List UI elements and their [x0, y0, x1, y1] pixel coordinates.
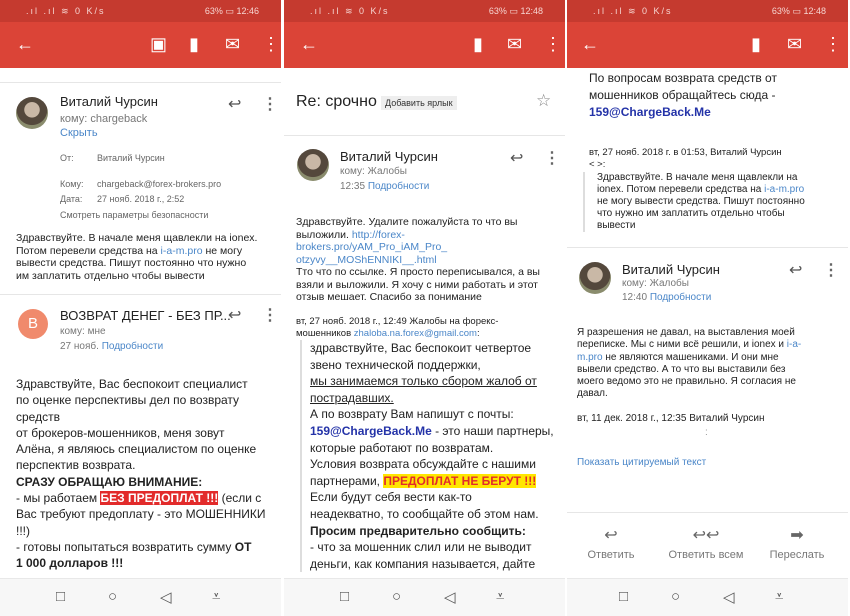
details-link[interactable]: Подробности	[101, 341, 164, 352]
text-segment: (если с	[218, 491, 262, 506]
battery-level: 63%	[204, 6, 223, 16]
emphasized-text: ПРЕДОПЛАТ НЕ БЕРУТ !!!	[383, 473, 537, 488]
text-line	[310, 456, 554, 473]
text-line	[589, 70, 777, 87]
recents-icon[interactable]: □	[619, 588, 629, 605]
text-segment: Здравствуйте. Удалите пожалуйста то что вы	[296, 216, 518, 228]
text-segment: по оценке перспективы дел по возврату	[16, 393, 240, 408]
text-line	[577, 388, 801, 400]
recents-icon[interactable]: □	[340, 588, 350, 605]
details-link[interactable]: Подробности	[367, 181, 430, 192]
text-segment: не могу вывести средства. Пишут постоянно	[597, 196, 805, 207]
phone-screen-1	[0, 0, 281, 616]
text-segment: ionex. Потом перевели средства на	[597, 184, 765, 195]
text-line	[310, 539, 554, 556]
text-line	[597, 172, 805, 184]
recipient: кому: Жалобы	[622, 278, 689, 289]
more-vert-icon[interactable]: ⋮	[262, 96, 278, 113]
text-line	[577, 376, 801, 388]
text-segment: Я разрешения не давал, на выставления моей	[577, 327, 795, 338]
mail-icon[interactable]: ✉	[225, 34, 241, 54]
text-line	[310, 440, 554, 457]
signal-icons: ⁠.ıl .ıl ≋ 0 K/s	[26, 6, 106, 16]
message-time: 12:40	[622, 292, 648, 303]
emphasized-text: мы занимаемся только сбором жалоб от	[310, 374, 537, 389]
text-segment: :	[476, 327, 480, 339]
quote-header	[296, 316, 498, 339]
text-segment: не могу	[202, 244, 243, 257]
text-line	[296, 328, 498, 340]
back-icon[interactable]: ◁	[723, 589, 735, 606]
text-segment: Если будут себя вести как-то	[310, 490, 472, 505]
message-body	[296, 216, 540, 304]
nav-bar	[567, 578, 848, 616]
date-value: 27 нояб. 2018 г., 2:52	[97, 194, 185, 204]
text-line	[310, 340, 554, 357]
text-segment: моего ведомо это не правильно. Я согласия не	[577, 376, 796, 388]
sender-name: Виталий Чурсин	[340, 149, 438, 164]
text-line	[296, 229, 540, 242]
link[interactable]: i-a-m.pro	[764, 184, 805, 195]
quoted-text	[583, 172, 805, 232]
text-line	[589, 159, 782, 171]
text-line	[310, 423, 554, 440]
link[interactable]: i-a-	[786, 339, 802, 351]
reply-icon[interactable]: ↩	[789, 262, 803, 279]
text-line	[296, 291, 540, 304]
text-line	[310, 506, 554, 523]
notifications-icon[interactable]: ⩡	[212, 588, 221, 605]
quote-date-line: вт, 11 дек. 2018 г., 12:35 Виталий Чурсин	[577, 413, 765, 424]
clock: 12:48	[803, 6, 826, 16]
emphasized-text: ОТ	[234, 539, 252, 554]
toolbar	[284, 22, 565, 68]
text-segment: Здравствуйте, Вас беспокоит специалист	[16, 377, 248, 391]
text-line	[296, 254, 540, 267]
star-icon[interactable]: ☆	[536, 91, 552, 110]
recents-icon[interactable]: □	[56, 588, 66, 605]
quoted-text	[300, 340, 554, 572]
text-segment: взяли и выложили. Я хочу с ними работать и этот	[296, 278, 538, 291]
battery-level: 63%	[488, 6, 507, 16]
text-line	[16, 409, 266, 425]
status-bar	[567, 0, 848, 22]
text-line	[16, 376, 266, 392]
text-segment: выложили.	[296, 228, 352, 241]
trash-icon[interactable]: ▮	[189, 34, 199, 54]
reply-icon[interactable]: ↩	[510, 150, 524, 167]
reply-all-icon: ↩↩	[692, 527, 720, 544]
notifications-icon[interactable]: ⩡	[775, 588, 784, 605]
back-arrow-icon[interactable]: ←	[581, 34, 599, 54]
to-label: Кому:	[60, 179, 84, 189]
mail-icon[interactable]: ✉	[787, 34, 803, 54]
text-line	[296, 316, 498, 328]
text-line	[296, 266, 540, 279]
battery-level: 63%	[771, 6, 790, 16]
text-line	[577, 364, 801, 376]
battery-icon: ▭	[792, 6, 801, 16]
text-line	[16, 457, 266, 473]
archive-icon[interactable]: ▣	[150, 34, 168, 54]
text-segment: вывели средство. А то что вы выставили без	[577, 363, 786, 375]
text-line	[310, 373, 554, 390]
forward-label: Переслать	[769, 549, 825, 561]
back-icon[interactable]: ◁	[444, 589, 456, 606]
text-line	[16, 490, 266, 506]
more-vert-icon[interactable]: ⋮	[262, 34, 280, 54]
avatar	[16, 97, 48, 129]
notifications-icon[interactable]: ⩡	[496, 588, 505, 605]
trash-icon[interactable]: ▮	[473, 34, 483, 54]
text-segment: отзыв мешает. Спасибо за понимание	[296, 291, 482, 303]
text-line	[589, 147, 782, 159]
text-line	[310, 390, 554, 407]
home-icon[interactable]: ○	[108, 588, 118, 605]
link[interactable]: brokers.pro/yAM_Pro_iAM_Pro_	[296, 241, 448, 253]
link[interactable]: m.pro	[577, 351, 603, 363]
ellipsis-toggle[interactable]: :	[705, 427, 708, 438]
text-segment: звено технической поддержки,	[310, 357, 481, 372]
back-arrow-icon[interactable]: ←	[16, 34, 34, 54]
nav-bar	[284, 578, 565, 616]
more-vert-icon[interactable]: ⋮	[544, 34, 562, 54]
text-segment: мошенников	[296, 327, 354, 339]
message-date: 27 нояб.	[60, 341, 99, 352]
text-segment: - что за мошенник слил или не выводит	[310, 540, 532, 555]
text-line	[577, 352, 801, 364]
date-label: Дата:	[60, 194, 83, 204]
text-segment: Вас требуют предоплату - это МОШЕННИКИ	[16, 507, 266, 522]
text-segment: от брокеров-мошенников, меня зовут	[16, 425, 225, 440]
add-label-button[interactable]: Добавить ярлык	[381, 96, 457, 110]
link[interactable]: http://forex-	[351, 228, 405, 241]
text-segment: - это наши партнеры,	[431, 423, 554, 438]
text-line	[16, 555, 266, 571]
sender-name: ВОЗВРАТ ДЕНЕГ - БЕЗ ПР...	[60, 308, 231, 323]
text-segment: которые работают по возвратам.	[310, 440, 494, 455]
to-value[interactable]: chargeback@forex-brokers.pro	[97, 179, 222, 189]
signal-icons: .ıl .ıl ≋ 0 K/s	[310, 6, 390, 16]
more-vert-icon[interactable]: ⋮	[823, 262, 839, 279]
text-line	[310, 406, 554, 423]
text-segment: - готовы попытаться возвратить сумму	[16, 539, 235, 554]
quoted-text	[589, 70, 777, 121]
text-segment: мошенников обращайтесь сюда -	[589, 88, 776, 102]
text-segment: партнерами,	[310, 473, 384, 488]
link[interactable]: zhaloba.na.forex@gmail.com	[353, 327, 477, 339]
text-line	[597, 208, 805, 220]
text-line	[16, 257, 257, 270]
text-segment: деньги, как компания называется, дайте	[310, 556, 536, 571]
home-icon[interactable]: ○	[671, 588, 681, 605]
text-segment: переписке. Мы с ними всё решили, и ionex и	[577, 339, 787, 351]
sender-name: Виталий Чурсин	[622, 262, 720, 277]
text-segment: средств	[16, 409, 60, 424]
from-value: Виталий Чурсин	[97, 153, 165, 163]
text-segment: Условия возврата обсуждайте с нашими	[310, 457, 536, 472]
mail-icon[interactable]: ✉	[507, 34, 523, 54]
emphasized-text: 1 000 долларов !!!	[16, 556, 124, 571]
text-line	[296, 279, 540, 292]
text-line	[16, 506, 266, 522]
more-vert-icon[interactable]: ⋮	[544, 150, 560, 167]
text-line	[577, 339, 801, 351]
text-segment: им заплатить отдельно чтобы вывести	[16, 269, 205, 282]
message-body	[16, 376, 266, 572]
text-line	[296, 216, 540, 229]
text-line	[310, 556, 554, 573]
text-segment: Алёна, я являюсь специалистом по оценке	[16, 442, 257, 457]
text-segment: вт, 27 нояб. 2018 г. в 01:53, Виталий Чурсин	[589, 147, 782, 158]
forward-icon: ➡	[790, 527, 804, 544]
link[interactable]: i-a-m.pro	[160, 244, 203, 257]
recipient: кому: Жалобы	[340, 166, 407, 177]
link[interactable]: otzyvy__MOShENNIKI__.html	[296, 253, 437, 266]
emphasized-text: БЕЗ ПРЕДОПЛАТ !!!	[100, 491, 219, 506]
text-line	[597, 220, 805, 232]
details-link[interactable]: Подробности	[649, 292, 712, 303]
more-vert-icon[interactable]: ⋮	[262, 307, 278, 324]
reply-all-label: Ответить всем	[668, 549, 744, 561]
battery-icon: ▭	[225, 6, 234, 16]
text-segment: вывести	[597, 220, 636, 231]
security-link[interactable]: Смотреть параметры безопасности	[60, 210, 209, 220]
text-segment: вт, 27 нояб. 2018 г., 12:49 Жалобы на форекс-	[296, 316, 499, 327]
text-line	[577, 327, 801, 339]
status-bar	[284, 0, 565, 22]
text-segment: вывести средства. Пишут постоянно что нужно	[16, 257, 247, 269]
phone-screen-2	[284, 0, 565, 616]
text-segment: не являются машениками. И они мне	[602, 351, 779, 363]
text-line	[589, 87, 777, 104]
reply-icon[interactable]: ↩	[228, 307, 242, 324]
text-segment: давал.	[577, 388, 608, 400]
text-line	[310, 473, 554, 490]
clock: 12:46	[236, 6, 259, 16]
sender-avatar-letter: B	[18, 309, 48, 339]
reply-button[interactable]	[581, 525, 641, 561]
back-arrow-icon[interactable]: ←	[300, 34, 318, 54]
reply-label: Ответить	[587, 549, 635, 561]
text-line	[16, 245, 257, 258]
text-line	[310, 357, 554, 374]
text-line	[589, 104, 777, 121]
text-line	[16, 232, 257, 245]
recipient: кому: мне	[60, 326, 106, 337]
emphasized-text: пострадавших.	[310, 390, 394, 405]
back-icon[interactable]: ◁	[160, 589, 172, 606]
nav-bar	[0, 578, 281, 616]
emphasized-text: СРАЗУ ОБРАЩАЮ ВНИМАНИЕ:	[16, 474, 203, 489]
reply-all-button[interactable]	[663, 525, 749, 561]
text-line	[16, 539, 266, 555]
text-segment: !!!)	[16, 523, 30, 538]
toolbar	[567, 22, 848, 68]
show-quoted-text-link[interactable]: Показать цитируемый текст	[577, 457, 707, 468]
status-bar	[0, 0, 281, 22]
text-line	[296, 241, 540, 254]
quote-header	[589, 147, 782, 170]
text-segment: По вопросам возврата средств от	[589, 71, 777, 85]
recipient: кому: chargeback	[60, 113, 148, 125]
message-body	[577, 327, 801, 401]
clock: 12:48	[520, 6, 543, 16]
text-line	[16, 474, 266, 490]
hide-details-link[interactable]: Скрыть	[60, 127, 98, 139]
text-segment: Тто что по ссылке. Я просто переписывался, а вы	[296, 266, 540, 278]
text-line	[597, 196, 805, 208]
text-segment: Потом перевели средства на	[16, 244, 161, 257]
trash-icon[interactable]: ▮	[751, 34, 761, 54]
more-vert-icon[interactable]: ⋮	[824, 34, 842, 54]
subject: Re: срочно	[296, 93, 377, 110]
toolbar	[0, 22, 281, 68]
text-segment: < >:	[589, 158, 606, 170]
phone-screen-3	[567, 0, 848, 616]
message-body	[16, 232, 257, 282]
message-time: 12:35	[340, 181, 366, 192]
link[interactable]: 159@ChargeBack.Me	[589, 105, 711, 119]
signal-icons: .ıl .ıl ≋ 0 K/s	[593, 6, 673, 16]
emphasized-text: Просим предварительно сообщить:	[310, 523, 526, 538]
text-line	[16, 392, 266, 408]
home-icon[interactable]: ○	[392, 588, 402, 605]
text-line	[16, 425, 266, 441]
text-segment: перспектив возврата.	[16, 458, 136, 473]
text-line	[310, 523, 554, 540]
text-segment: А по возврату Вам напишут с почты:	[310, 407, 514, 422]
text-segment: здравствуйте, Вас беспокоит четвертое	[310, 341, 532, 355]
text-line	[310, 489, 554, 506]
from-label: От:	[60, 153, 74, 163]
link[interactable]: 159@ChargeBack.Me	[310, 423, 432, 438]
text-line	[16, 270, 257, 283]
text-segment: неадекватно, то сообщайте об этом нам.	[310, 506, 539, 521]
sender-name: Виталий Чурсин	[60, 94, 158, 109]
reply-icon: ↩	[604, 527, 618, 544]
reply-icon[interactable]: ↩	[228, 96, 242, 113]
text-segment: Здравствуйте. В начале меня щавлекли на	[597, 172, 798, 183]
forward-button[interactable]	[765, 525, 829, 561]
avatar	[297, 149, 329, 181]
text-segment: - мы работаем	[16, 491, 101, 506]
text-segment: Здравствуйте. В начале меня щавлекли на ionex.	[16, 232, 258, 244]
battery-icon: ▭	[509, 6, 518, 16]
avatar	[579, 262, 611, 294]
text-line	[16, 523, 266, 539]
text-line	[16, 441, 266, 457]
text-line	[597, 184, 805, 196]
text-segment: что нужно им заплатить отдельно чтобы	[597, 208, 785, 219]
